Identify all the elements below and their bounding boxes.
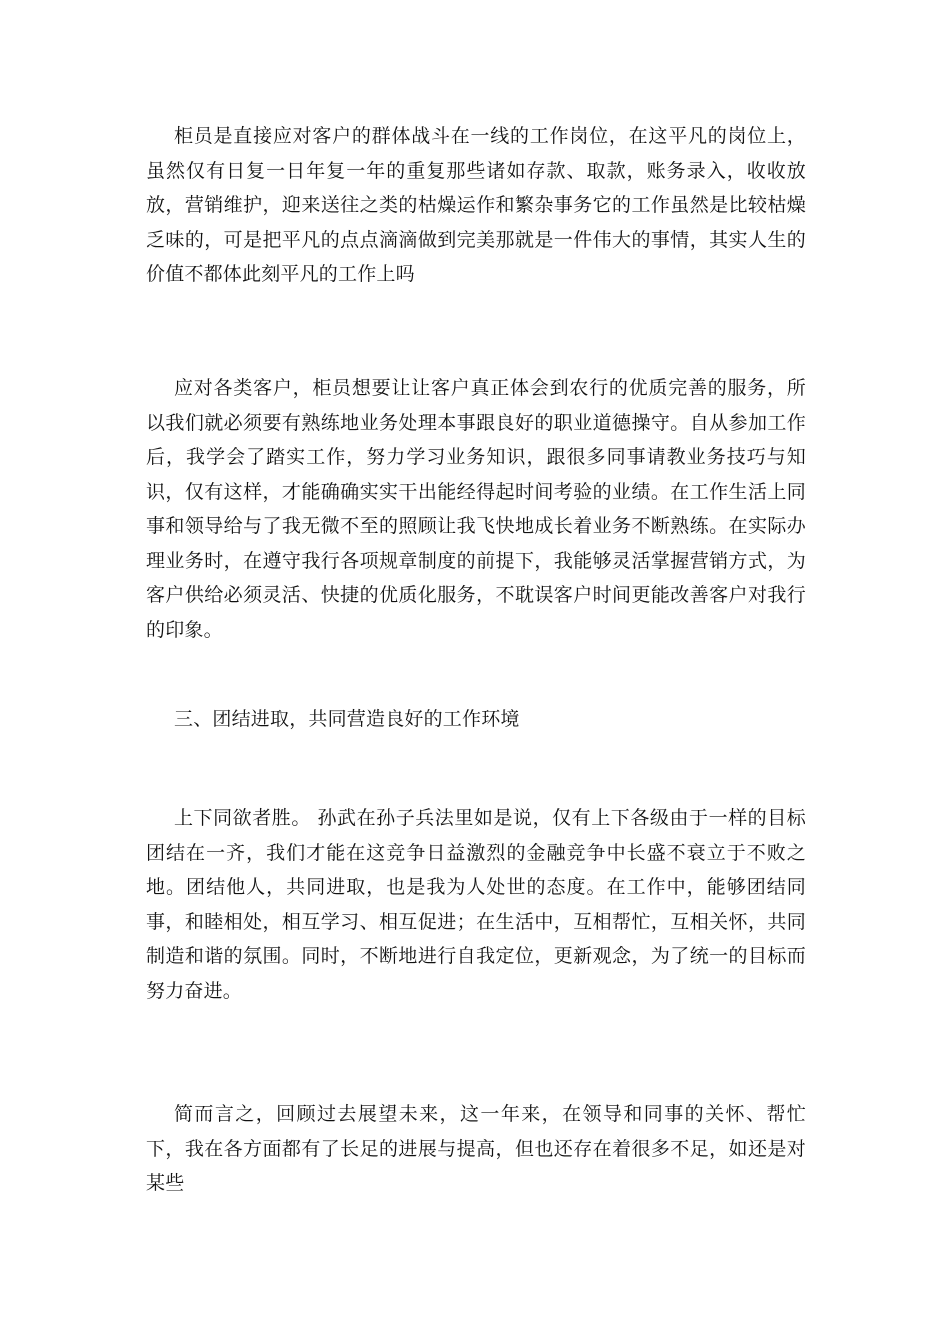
section-heading-teamwork: 三、团结进取，共同营造良好的工作环境 — [174, 708, 520, 730]
paragraph-summary: 简而言之，回顾过去展望未来，这一年来，在领导和同事的关怀、帮忙下，我在各方面都有了长足的进展与提高，但也还存在着很多不足，如还是对某些 — [146, 1103, 806, 1194]
paragraph-teller-role: 柜员是直接应对客户的群体战斗在一线的工作岗位，在这平凡的岗位上，虽然仅有日复一日年复一年的重复那些诸如存款、取款，账务录入，收收放放，营销维护，迎来送往之类的枯燥运作和繁杂事务它的工作虽然是比较枯燥乏味的，可是把平凡的点点滴滴做到完美那就是一件伟大的事情，其实人生的价值不都体此刻平凡的工作上吗 — [146, 125, 806, 285]
paragraph-unity: 上下同欲者胜。 孙武在孙子兵法里如是说，仅有上下各级由于一样的目标团结在一齐，我们才能在这竞争日益激烈的金融竞争中长盛不衰立于不败之地。团结他人，共同进取，也是我为人处世的态度。在工作中，能够团结同事，和睦相处，相互学习、相互促进；在生活中，互相帮忙，互相关怀，共同制造和谐的氛围。同时，不断地进行自我定位，更新观念，为了统一的目标而努力奋进。 — [146, 807, 806, 1002]
paragraph-customer-service: 应对各类客户，柜员想要让让客户真正体会到农行的优质完善的服务，所以我们就必须要有熟练地业务处理本事跟良好的职业道德操守。自从参加工作后，我学会了踏实工作，努力学习业务知识，跟很多同事请教业务技巧与知识，仅有这样，才能确确实实干出能经得起时间考验的业绩。在工作生活上同事和领导给与了我无微不至的照顾让我飞快地成长着业务不断熟练。在实际办理业务时，在遵守我行各项规章制度的前提下，我能够灵活掌握营销方式，为客户供给必须灵活、快捷的优质化服务，不耽误客户时间更能改善客户对我行的印象。 — [146, 377, 806, 641]
